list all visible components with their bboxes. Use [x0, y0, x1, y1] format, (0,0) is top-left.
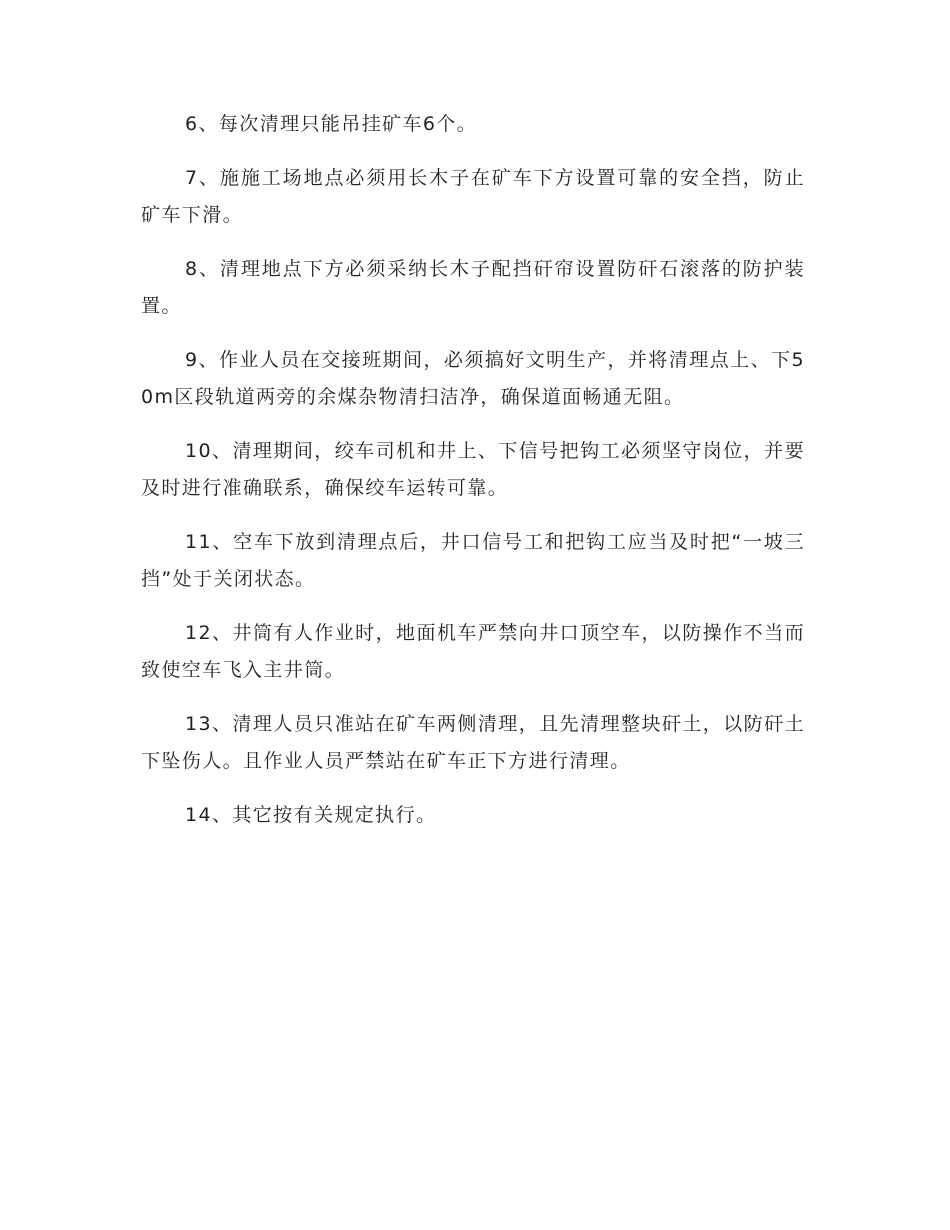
document-body [141, 106, 805, 851]
paragraph-item-11: 11、空车下放到清理点后，井口信号工和把钩工应当及时把“一坡三挡”处于关闭状态。 [141, 531, 805, 590]
paragraph-item-13: 13、清理人员只准站在矿车两侧清理，且先清理整块矸土，以防矸土下坠伤人。且作业人员严禁站在矿车正下方进行清理。 [141, 713, 805, 772]
paragraph-item-10: 10、清理期间，绞车司机和井上、下信号把钩工必须坚守岗位，并要及时进行准确联系，确保绞车运转可靠。 [141, 440, 805, 499]
paragraph-item-8: 8、清理地点下方必须采纳长木子配挡矸帘设置防矸石滚落的防护装置。 [141, 258, 805, 317]
paragraph-item-14: 14、其它按有关规定执行。 [185, 804, 437, 826]
paragraph-item-9: 9、作业人员在交接班期间，必须搞好文明生产，并将清理点上、下50m区段轨道两旁的余煤杂物清扫洁净，确保道面畅通无阻。 [141, 349, 805, 408]
paragraph-item-6: 6、每次清理只能吊挂矿车6个。 [185, 113, 478, 135]
paragraph-item-7: 7、施施工场地点必须用长木子在矿车下方设置可靠的安全挡，防止矿车下滑。 [141, 167, 805, 226]
paragraph-item-12: 12、井筒有人作业时，地面机车严禁向井口顶空车，以防操作不当而致使空车飞入主井筒。 [141, 622, 805, 681]
